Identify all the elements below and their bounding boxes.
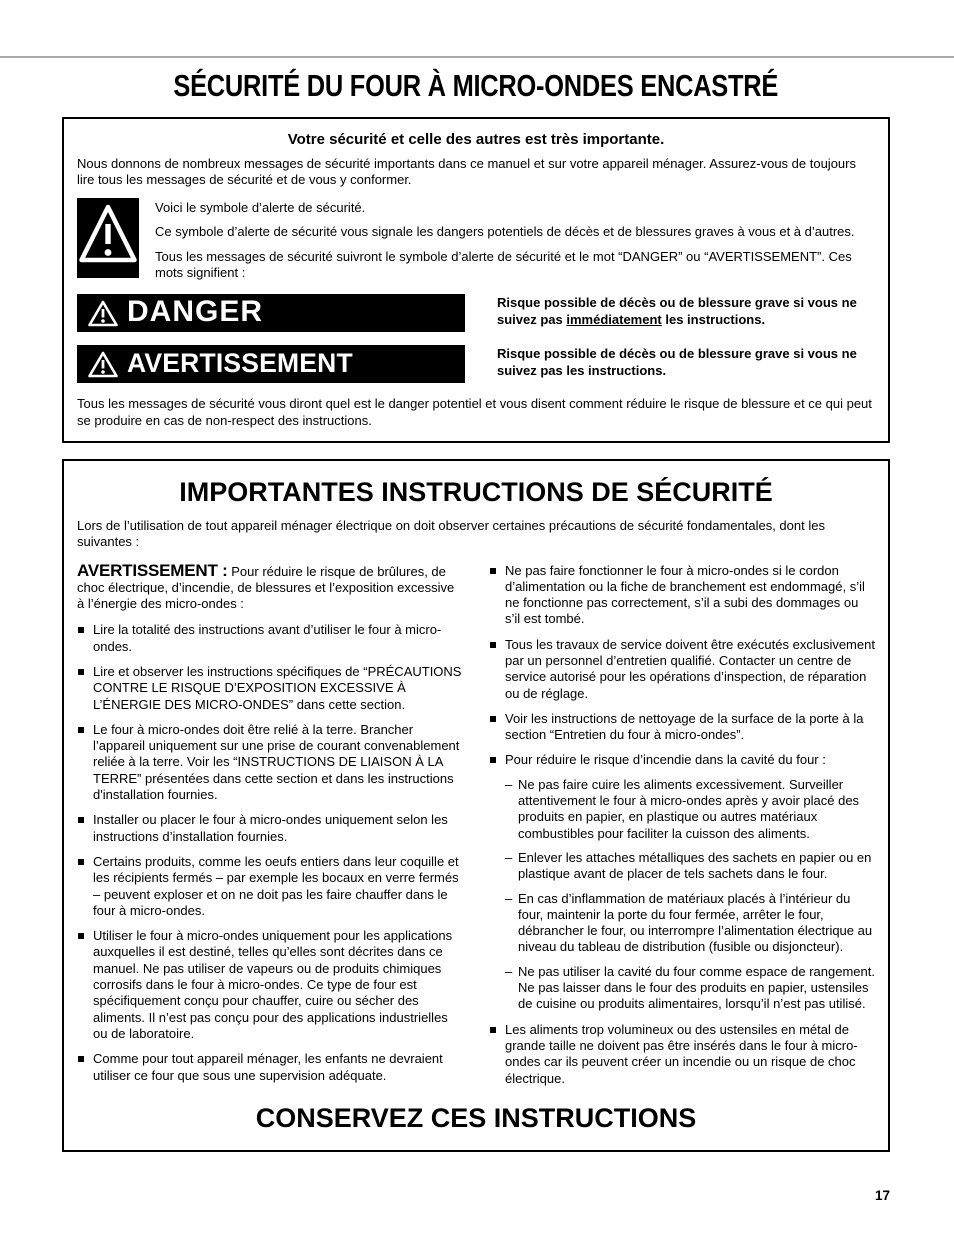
- important-instructions-box: [62, 459, 890, 1152]
- save-instructions-heading: CONSERVEZ CES INSTRUCTIONS: [255, 1102, 697, 1133]
- list-item-text: Installer ou placer le four à micro-ondes uniquement selon les instructions d’installation fournies.: [93, 812, 448, 844]
- safety-notice-box: [62, 117, 890, 443]
- list-item-text: Pour réduire le risque d’incendie dans la cavité du four :: [505, 752, 826, 768]
- list-item: [489, 563, 875, 628]
- avertissement-word: AVERTISSEMENT :: [77, 560, 228, 580]
- safety-alert-icon: [77, 198, 139, 278]
- safety-outro-text: Tous les messages de sécurité vous diront quel est le danger potentiel et vous disent comment réduire le risque de blessure et ce qui peut se produire en cas de non-respect des instructions.: [77, 396, 872, 428]
- warning-banner: [77, 345, 465, 383]
- header-rule: [0, 56, 954, 58]
- right-column: [489, 563, 875, 1087]
- sub-list-item-text: Ne pas utiliser la cavité du four comme espace de rangement. Ne pas laisser dans le four des produits en papier, ustensiles de cuisine ou produits alimentaires, lorsqu’il n’est pas utilisé.: [518, 963, 875, 1012]
- page-number: 17: [874, 1188, 890, 1203]
- list-item-text: Les aliments trop volumineux ou des ustensiles en métal de grande taille ne doivent pas être insérés dans le four à micro-ondes car ils peuvent créer un incendie ou un risque de choc électrique.: [505, 1021, 858, 1086]
- list-item: [489, 711, 875, 744]
- bullet-square-icon: [78, 859, 84, 865]
- page-title: [62, 70, 890, 103]
- avertissement-lead-text: Pour réduire le risque de brûlures, de choc électrique, d’incendie, de blessures et l’exposition excessive à l’énergie des micro-ondes :: [77, 563, 455, 612]
- warning-triangle-icon: [88, 351, 118, 378]
- list-item-text: Utiliser le four à micro-ondes uniquement pour les applications auxquelles il est destiné, telles qu’elles sont décrites dans ce manuel. Ne pas utiliser de vapeurs ou de produits chimiques corrosifs dans le four à micro-ondes. Ce type de four est spécifiquement conçu pour chauffer, cuire ou sécher des aliments. Il n’est pas conçu pour des applications industrielles ou de laboratoire.: [93, 928, 453, 1041]
- instructions-heading: IMPORTANTES INSTRUCTIONS DE SÉCURITÉ: [179, 476, 773, 507]
- list-item: [77, 928, 463, 1042]
- page-title-text: SÉCURITÉ DU FOUR À MICRO-ONDES ENCASTRÉ: [173, 68, 779, 103]
- list-item-text: Lire et observer les instructions spécifiques de “PRÉCAUTIONS CONTRE LE RISQUE D’EXPOSITION EXCESSIVE À L’ÉNERGIE DES MICRO-ONDES” dans cette section.: [93, 664, 462, 712]
- list-item: [77, 812, 463, 845]
- danger-banner: [77, 294, 465, 332]
- dash-marker: –: [505, 849, 513, 865]
- list-item: [77, 854, 463, 919]
- sub-list-item: [505, 891, 875, 956]
- bullet-square-icon: [78, 627, 84, 633]
- safety-symbol-row: [77, 198, 875, 281]
- bullet-square-icon: [78, 1056, 84, 1062]
- warning-signal-row: [77, 345, 875, 383]
- list-item-text: Le four à micro-ondes doit être relié à la terre. Brancher l’appareil uniquement sur une prise de courant convenablement reliée à la terre. Voir les “INSTRUCTIONS DE LIAISON À LA TERRE” présentées dans cette section et dans les instructions d'installation fournies.: [93, 721, 460, 803]
- sub-list-item: [505, 964, 875, 1013]
- left-column: [77, 560, 463, 1087]
- list-item: [489, 1022, 875, 1087]
- list-item-text: Certains produits, comme les oeufs entiers dans leur coquille et les récipients fermés – par exemple les bocaux en verre fermés – peuvent exploser et on ne doit pas les faire chauffer dans le four à micro-ondes.: [93, 853, 459, 918]
- list-item: [77, 622, 463, 655]
- list-item: [77, 664, 463, 713]
- bullet-square-icon: [490, 716, 496, 722]
- avertissement-lead: [77, 560, 463, 613]
- list-item-text: Ne pas faire fonctionner le four à micro-ondes si le cordon d’alimentation ou la fiche de branchement est endommagé, s’il ne fonctionne pas correctement, s’il a subi des dommages ou s’il est tombé.: [505, 562, 865, 627]
- warning-description: Risque possible de décès ou de blessure grave si vous ne suivez pas les instructions.: [497, 346, 857, 378]
- bullet-square-icon: [78, 669, 84, 675]
- symbol-paragraph-3: Tous les messages de sécurité suivront le symbole d’alerte de sécurité et le mot “DANGER” ou “AVERTISSEMENT”. Ces mots signifient :: [155, 248, 852, 281]
- bullet-square-icon: [78, 933, 84, 939]
- list-item-text: Lire la totalité des instructions avant d’utiliser le four à micro-ondes.: [93, 622, 442, 654]
- list-item-text: Voir les instructions de nettoyage de la surface de la porte à la section “Entretien du four à micro-ondes”.: [505, 710, 864, 743]
- bullet-square-icon: [78, 817, 84, 823]
- list-item: [77, 1051, 463, 1084]
- bullet-square-icon: [490, 1027, 496, 1033]
- safety-box-heading: Votre sécurité et celle des autres est très importante.: [287, 130, 665, 148]
- danger-desc-post: les instructions.: [661, 311, 766, 327]
- dash-marker: –: [505, 963, 513, 979]
- symbol-paragraph-1: Voici le symbole d’alerte de sécurité.: [155, 200, 366, 216]
- list-item-text: Comme pour tout appareil ménager, les enfants ne devraient utiliser ce four que sous une supervision adéquate.: [93, 1051, 443, 1083]
- list-item: [489, 752, 875, 768]
- dash-marker: –: [505, 890, 513, 906]
- danger-desc-underlined: immédiatement: [566, 311, 662, 327]
- safety-intro-text: Nous donnons de nombreux messages de sécurité importants dans ce manuel et sur votre appareil ménager. Assurez-vous de toujours lire tous les messages de sécurité et de vous y conformer.: [77, 155, 856, 187]
- list-item-text: Tous les travaux de service doivent être exécutés exclusivement par un personnel d’entretien qualifié. Contacter un centre de service autorisé pour les opérations d’inspection, de réparation ou de réglage.: [505, 636, 875, 701]
- danger-signal-row: [77, 294, 875, 332]
- danger-label: DANGER: [127, 295, 264, 329]
- danger-desc-pre: Risque possible de décès ou de blessure grave si vous ne suivez pas: [497, 295, 857, 327]
- dash-marker: –: [505, 776, 513, 792]
- danger-description: [497, 295, 875, 328]
- bullet-square-icon: [78, 727, 84, 733]
- bullet-square-icon: [490, 568, 496, 574]
- sub-list-item: [505, 777, 875, 842]
- sub-list-item-text: Ne pas faire cuire les aliments excessivement. Surveiller attentivement le four à micro-ondes après y avoir placé des produits en papier, en plastique ou autres matériaux combustibles pour faciliter la cuisson des aliments.: [518, 776, 860, 841]
- safety-symbol-texts: [155, 198, 875, 281]
- sub-list-item: [505, 850, 875, 883]
- sub-list-item-text: Enlever les attaches métalliques des sachets en papier ou en plastique avant de placer de tels sachets dans le four.: [518, 849, 872, 882]
- instructions-columns: [77, 560, 875, 1087]
- warning-triangle-icon: [88, 300, 118, 327]
- warning-label: AVERTISSEMENT: [127, 348, 353, 379]
- instructions-intro-text: Lors de l’utilisation de tout appareil ménager électrique on doit observer certaines précautions de sécurité fondamentales, dont les suivantes :: [77, 517, 825, 550]
- bullet-square-icon: [490, 757, 496, 763]
- list-item: [77, 722, 463, 803]
- list-item: [489, 637, 875, 702]
- symbol-paragraph-2: Ce symbole d’alerte de sécurité vous signale les dangers potentiels de décès et de blessures graves à vous et à d’autres.: [155, 224, 855, 240]
- bullet-square-icon: [490, 642, 496, 648]
- sub-list-item-text: En cas d’inflammation de matériaux placés à l’intérieur du four, maintenir la porte du four fermée, arrêter le four, débrancher le four, ou interrompre l’alimentation électrique au niveau du tableau de distribution (fusible ou disjoncteur).: [518, 890, 873, 955]
